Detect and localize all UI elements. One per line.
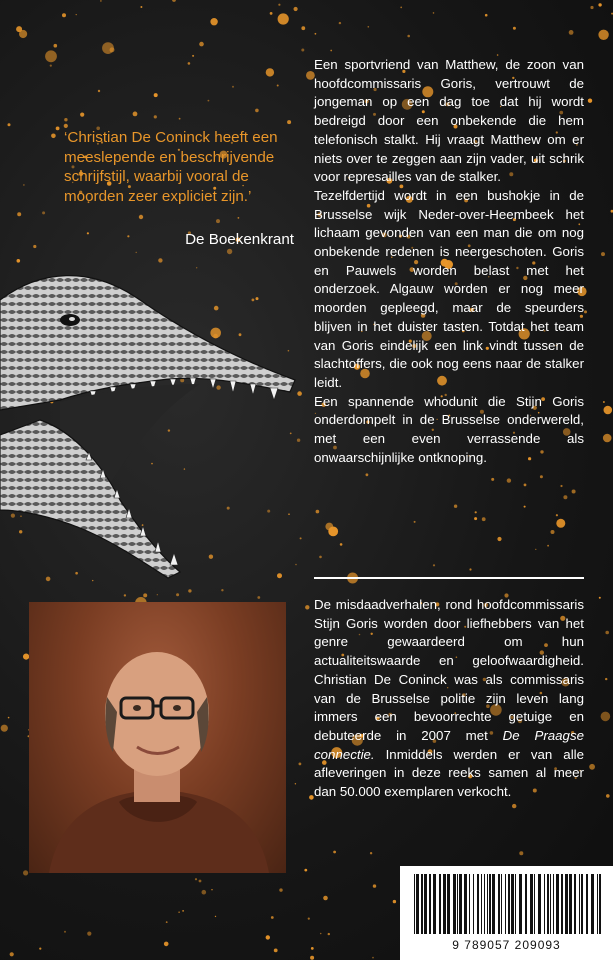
paint-splatter-dot [17,212,21,216]
barcode-bar [464,874,467,934]
author-portrait-illustration [29,602,286,873]
paint-splatter-dot [143,593,147,597]
paint-splatter-dot [192,55,194,57]
barcode-bar [453,874,456,934]
paint-splatter-dot [301,26,305,30]
barcode-bar [574,874,576,934]
paint-splatter-dot [211,889,212,890]
barcode-bar [511,874,514,934]
paint-splatter-dot [368,26,370,28]
paint-splatter-dot [519,851,523,855]
barcode-bar [561,874,563,934]
paint-splatter-dot [605,631,609,635]
barcode-bar [424,874,427,934]
barcode-bar [569,874,572,934]
paint-splatter-dot [62,13,66,17]
paint-splatter-dot [482,517,486,521]
barcode-bar [433,874,436,934]
barcode-bar [492,874,495,934]
paint-splatter-dot [33,245,36,248]
paint-splatter-dot [188,589,191,592]
paint-splatter-dot [51,134,56,139]
paint-splatter-dot [606,794,610,798]
paint-splatter-dot [287,120,291,124]
paint-splatter-dot [301,49,304,52]
paint-splatter-dot [319,556,322,559]
paint-splatter-dot [64,931,66,933]
barcode-bar [489,874,491,934]
book-title: De Praagse connectie. [314,727,584,762]
paint-splatter-dot [279,888,282,891]
barcode-bar [473,874,474,934]
barcode-bar [565,874,568,934]
barcode-bar [505,874,506,934]
barcode-bar [525,874,527,934]
paint-splatter-dot [569,30,574,35]
author-bio [314,596,584,802]
paint-splatter-dot [1,725,8,732]
paint-splatter-dot [540,475,543,478]
blurb-paragraph: Tezelfdertijd wordt in een bushokje in de Brusselse wijk Neder-over-Heembeek het lichaam gevonden van een man die om nog onbekende redenen is neergeschoten. Goris en Pauwels worden belast met het onderzoek. Algauw worden er nog meer moorden gepleegd, maar de speurders blijven in het duister tasten. Totdat het team van Goris eindelijk een link vindt tussen de slachtoffers, die ook nog eens naar de stalker leidt. [314,187,584,390]
paint-splatter-dot [216,219,220,223]
paint-splatter-dot [19,30,27,38]
paint-splatter-dot [178,911,180,913]
paint-splatter-dot [524,484,527,487]
paint-splatter-dot [8,717,10,719]
paint-splatter-dot [215,916,216,917]
paint-splatter-dot [238,217,240,219]
barcode-bar [484,874,485,934]
paint-splatter-dot [469,568,471,570]
paint-splatter-dot [323,896,328,901]
paint-splatter-dot [136,252,137,253]
paint-splatter-dot [221,589,223,591]
section-divider [314,577,584,579]
paint-splatter-dot [598,3,601,6]
barcode-bar [477,874,479,934]
paint-splatter-dot [485,14,488,17]
paint-splatter-dot [270,12,273,15]
paint-splatter-dot [154,115,157,118]
barcode-bar [519,874,522,934]
barcode-bar [501,874,502,934]
paint-splatter-dot [227,249,232,254]
review-quote [64,128,294,206]
paint-splatter-dot [56,126,60,130]
paint-splatter-dot [589,764,595,770]
paint-splatter-dot [563,495,567,499]
paint-splatter-dot [188,62,191,65]
barcode-bar [581,874,583,934]
paint-splatter-dot [80,113,84,117]
barcode-bar [439,874,441,934]
barcode-bar [421,874,423,934]
barcode-bar [556,874,559,934]
barcode-bar [457,874,458,934]
barcode-bar [530,874,533,934]
paint-splatter-dot [316,510,320,514]
barcode-bar [429,874,431,934]
barcode-bar [416,874,419,934]
paint-splatter-dot [372,957,374,959]
paint-splatter-dot [232,86,234,88]
paint-splatter-dot [133,112,138,117]
paint-splatter-dot [210,18,217,25]
barcode-bar [508,874,510,934]
paint-splatter-dot [176,593,179,596]
paint-splatter-dot [310,956,314,960]
barcode-bar [547,874,549,934]
barcode-bar [586,874,588,934]
paint-splatter-dot [299,763,302,766]
paint-splatter-dot [524,506,526,508]
paint-splatter-dot [560,485,562,487]
bio-text: Inmiddels werden er van alle afleveringen in deze reeks samen al meer dan 50.000 exemplaren verkocht. [314,746,584,800]
paint-splatter-dot [535,549,536,550]
paint-splatter-dot [294,7,298,11]
paint-splatter-dot [199,42,204,47]
paint-splatter-dot [98,90,100,92]
barcode-bar [579,874,580,934]
paint-splatter-dot [454,505,457,508]
paint-splatter-dot [605,678,607,680]
barcode-bar [538,874,541,934]
crocodile-illustration [0,260,300,580]
paint-splatter-dot [140,6,142,8]
paint-splatter-dot [23,870,28,875]
paint-splatter-dot [333,851,336,854]
barcode-bar [591,874,594,934]
paint-splatter-dot [572,490,576,494]
paint-splatter-dot [308,918,310,920]
paint-splatter-dot [305,605,309,609]
barcode-bar [599,874,601,934]
paint-splatter-dot [295,783,296,784]
paint-splatter-dot [154,93,158,97]
paint-splatter-dot [92,580,93,581]
paint-splatter-dot [124,594,126,596]
paint-splatter-dot [601,252,605,256]
paint-splatter-dot [373,884,376,887]
paint-splatter-dot [311,947,314,950]
paint-splatter-dot [474,517,477,520]
paint-splatter-dot [414,521,416,523]
isbn-barcode [400,866,613,960]
paint-splatter-dot [255,109,259,113]
paint-splatter-dot [599,597,601,599]
barcode-bar [459,874,462,934]
paint-splatter-dot [271,916,274,919]
paint-splatter-dot [76,14,77,15]
barcode-bar [553,874,554,934]
paint-splatter-dot [400,7,402,9]
paint-splatter-dot [54,44,58,48]
paint-splatter-dot [202,890,207,895]
paint-splatter-dot [199,880,202,883]
paint-splatter-dot [50,65,52,67]
paint-splatter-dot [139,215,143,219]
paint-splatter-dot [588,99,592,103]
paint-splatter-dot [64,118,67,121]
paint-splatter-dot [172,0,176,2]
paint-splatter-dot [157,594,158,595]
isbn-number: 9 789057 209093 [452,938,561,952]
paint-splatter-dot [42,211,45,214]
paint-splatter-dot [266,68,274,76]
paint-splatter-dot [45,50,57,62]
paint-splatter-dot [320,933,322,935]
paint-splatter-dot [179,118,181,120]
paint-splatter-dot [603,434,612,443]
paint-splatter-dot [39,948,41,950]
paint-splatter-dot [10,952,14,956]
bio-paragraph [314,596,584,802]
paint-splatter-dot [110,47,115,52]
barcode-bar [443,874,446,934]
paint-splatter-dot [166,921,168,923]
paint-splatter-dot [23,184,24,185]
paint-splatter-dot [393,900,396,903]
quote-line: schrijfstijl, waarbij vooral de [64,168,249,185]
paint-splatter-dot [603,401,605,403]
paint-splatter-dot [556,514,558,516]
book-blurb [314,56,584,467]
paint-splatter-dot [274,949,278,953]
barcode-bar [544,874,545,934]
paint-splatter-dot [340,543,343,546]
paint-splatter-dot [433,12,435,14]
barcode-bar [498,874,500,934]
barcode-bar [597,874,598,934]
paint-splatter-dot [8,123,11,126]
quote-line: moorden zeer expliciet zijn.’ [64,187,252,205]
paint-splatter-dot [328,933,330,935]
barcode-bar [469,874,470,934]
paint-splatter-dot [547,545,549,547]
author-photo [29,602,286,873]
paint-splatter-dot [497,537,501,541]
paint-splatter-dot [590,6,593,9]
barcode-bar [414,874,415,934]
paint-splatter-dot [551,530,555,534]
barcode-bar [481,874,482,934]
paint-splatter-dot [366,473,369,476]
paint-splatter-dot [182,910,184,912]
paint-splatter-dot [309,795,314,800]
paint-splatter-dot [100,0,102,2]
paint-splatter-dot [475,511,477,513]
blurb-paragraph: Een sportvriend van Matthew, de zoon van hoofdcommissaris Goris, vertrouwt de jongeman op een dag toe dat hij wordt bedreigd door een onbekende die hem telefonisch stalkt. Hij vraagt Matthew om er niets over te zeggen aan zijn vader, uit schrik voor represailles van de stalker. [314,57,584,185]
barcode-bar [447,874,450,934]
paint-splatter-dot [370,852,372,854]
paint-splatter-dot [278,4,280,6]
barcode-bar [487,874,488,934]
paint-splatter-dot [164,942,169,947]
paint-splatter-dot [556,519,565,528]
paint-splatter-dot [513,27,516,30]
paint-splatter-dot [512,804,516,808]
barcode-bars [400,866,613,938]
paint-splatter-dot [87,932,91,936]
paint-splatter-dot [315,33,317,35]
barcode-bar [534,874,535,934]
paint-splatter-dot [266,935,270,939]
barcode-bar [550,874,551,934]
paint-splatter-dot [208,100,210,102]
paint-splatter-dot [330,50,332,52]
paint-splatter-dot [507,478,511,482]
paint-splatter-dot [584,310,587,313]
paint-splatter-dot [278,13,289,24]
barcode-bar [515,874,516,934]
paint-splatter-dot [304,869,307,872]
quote-source: De Boekenkrant [185,231,294,248]
paint-splatter-dot [195,878,197,880]
paint-splatter-dot [339,22,341,24]
paint-splatter-dot [277,85,279,87]
blurb-paragraph: Een spannende whodunit die Stijn Goris onderdompelt in de Brusselse onderwereld, met een even verrassende als onwaarschijnlijke ontknoping. [314,393,584,465]
paint-splatter-dot [604,406,613,415]
paint-splatter-dot [598,30,608,40]
paint-splatter-dot [491,478,494,481]
bio-text: De misdaadverhalen, rond hoofdcommissaris Stijn Goris worden door liefhebbers van het genre gewaardeerd om hun actualiteitswaarde en geloofwaardigheid. Christian De Coninck was als commissaris van de Brusselse politie zijn leven lang immers een bevoorrechte getuige en debuteerde in 2007 met [314,597,584,743]
quote-line: meeslepende en beschrijvende [64,148,275,166]
paint-splatter-dot [433,564,435,566]
quote-line: ‘Christian De Coninck heeft een [64,129,278,146]
paint-splatter-dot [328,527,338,537]
paint-splatter-dot [407,35,410,38]
paint-splatter-dot [257,596,260,599]
paint-splatter-dot [601,712,611,722]
